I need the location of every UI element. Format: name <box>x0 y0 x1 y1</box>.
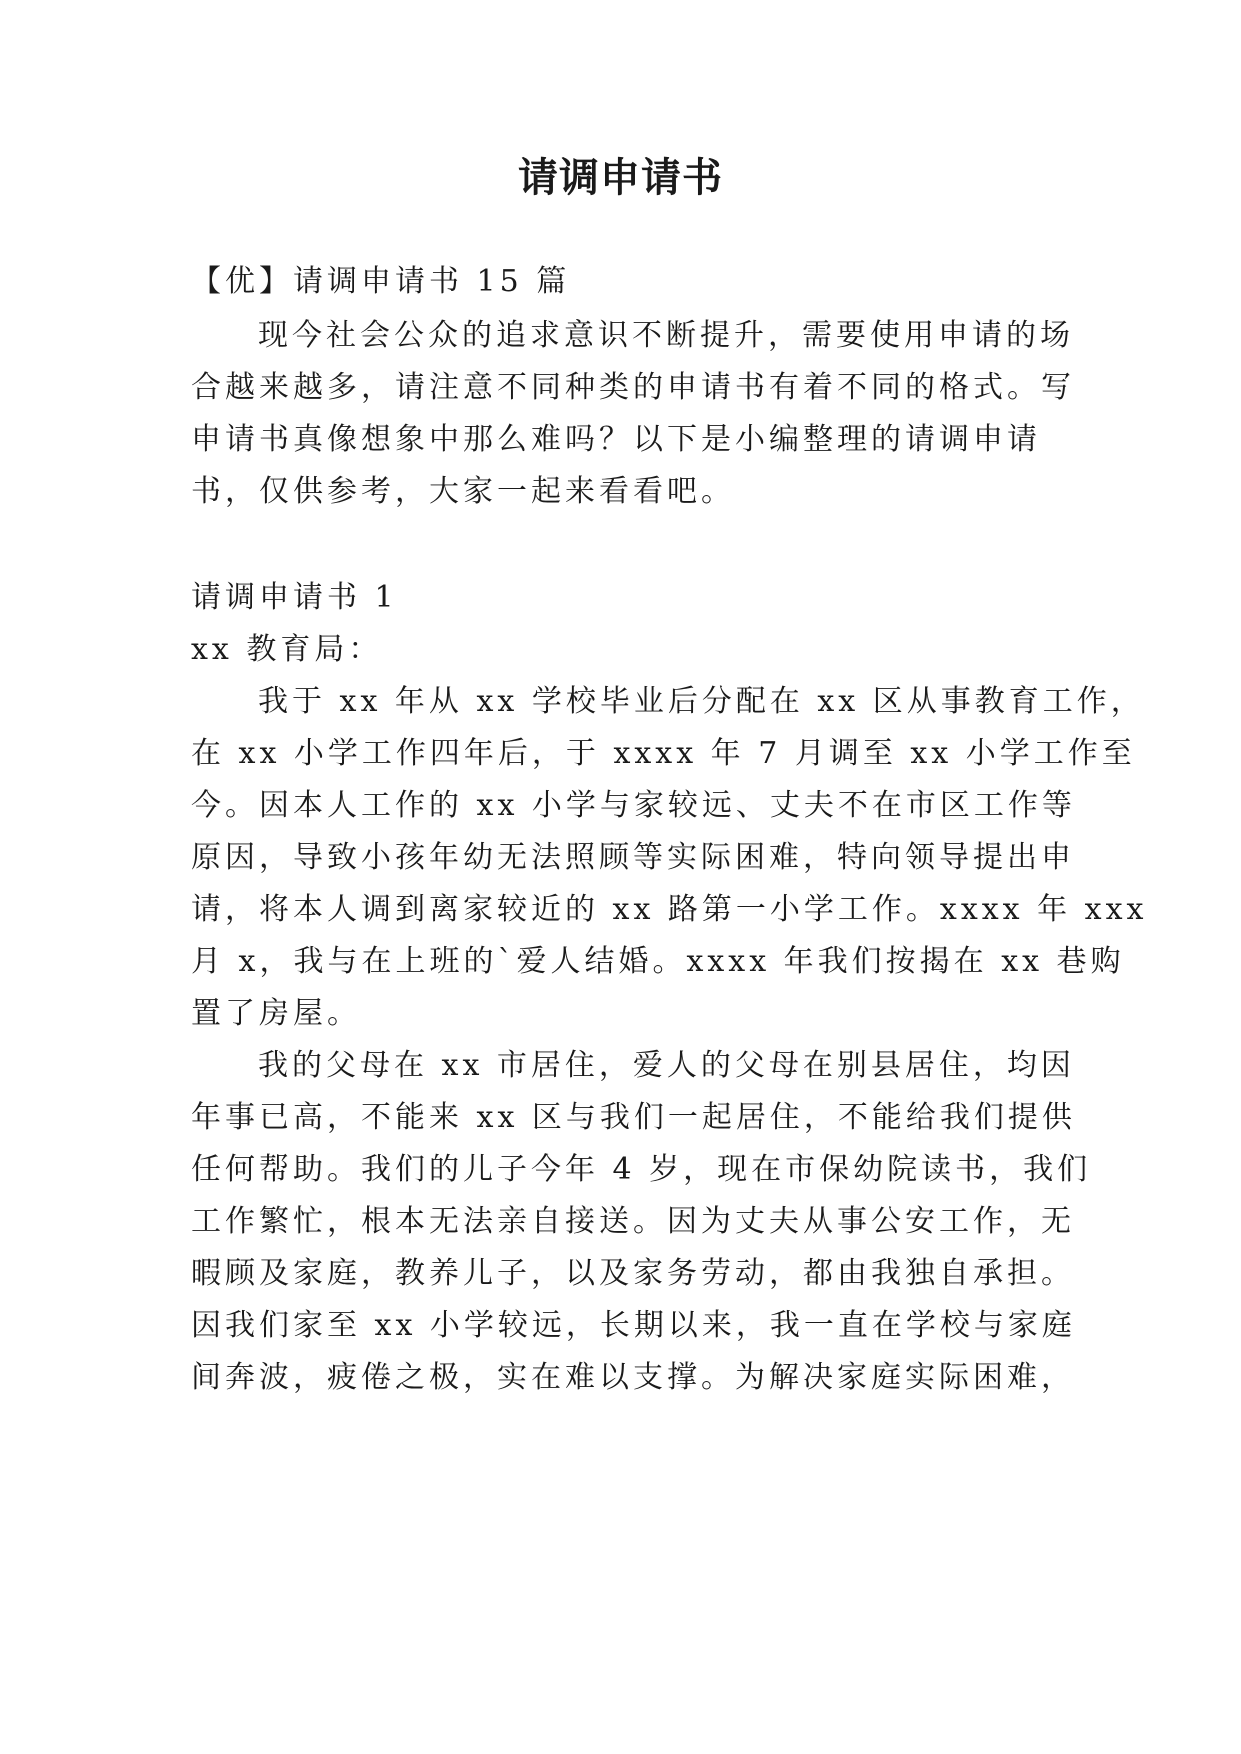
paragraph1-line-6: 月 x，我与在上班的`爱人结婚。xxxx 年我们按揭在 xx 巷购 <box>191 944 1125 979</box>
document-title: 请调申请书 <box>518 155 723 201</box>
paragraph2-line-4: 工作繁忙，根本无法亲自接送。因为丈夫从事公安工作，无 <box>191 1204 1075 1239</box>
intro-line-4: 书，仅供参考，大家一起来看看吧。 <box>191 474 735 509</box>
paragraph2-line-6: 因我们家至 xx 小学较远，长期以来，我一直在学校与家庭 <box>191 1308 1076 1343</box>
paragraph1-line-1: 我于 xx 年从 xx 学校毕业后分配在 xx 区从事教育工作， <box>258 684 1145 719</box>
intro-line-2: 合越来越多，请注意不同种类的申请书有着不同的格式。写 <box>191 370 1075 405</box>
paragraph2-line-3: 任何帮助。我们的儿子今年 4 岁，现在市保幼院读书，我们 <box>191 1152 1092 1187</box>
intro-line-3: 申请书真像想象中那么难吗？以下是小编整理的请调申请 <box>191 422 1041 457</box>
salutation: xx 教育局： <box>191 632 383 667</box>
paragraph2-line-5: 暇顾及家庭，教养儿子，以及家务劳动，都由我独自承担。 <box>191 1256 1075 1291</box>
paragraph1-line-4: 原因，导致小孩年幼无法照顾等实际困难，特向领导提出申 <box>191 840 1075 875</box>
paragraph1-line-3: 今。因本人工作的 xx 小学与家较远、丈夫不在市区工作等 <box>191 788 1076 823</box>
section-heading: 请调申请书 1 <box>191 580 398 615</box>
intro-line-1: 现今社会公众的追求意识不断提升，需要使用申请的场 <box>258 318 1074 353</box>
paragraph2-line-2: 年事已高，不能来 xx 区与我们一起居住，不能给我们提供 <box>191 1100 1076 1135</box>
paragraph2-line-7: 间奔波，疲倦之极，实在难以支撑。为解决家庭实际困难， <box>191 1360 1075 1395</box>
subtitle: 【优】请调申请书 15 篇 <box>191 264 571 299</box>
paragraph1-line-5: 请，将本人调到离家较近的 xx 路第一小学工作。xxxx 年 xxx <box>191 892 1148 927</box>
paragraph2-line-1: 我的父母在 xx 市居住，爱人的父母在别县居住，均因 <box>258 1048 1075 1083</box>
paragraph1-line-7: 置了房屋。 <box>191 996 361 1031</box>
paragraph1-line-2: 在 xx 小学工作四年后，于 xxxx 年 7 月调至 xx 小学工作至 <box>191 736 1136 771</box>
